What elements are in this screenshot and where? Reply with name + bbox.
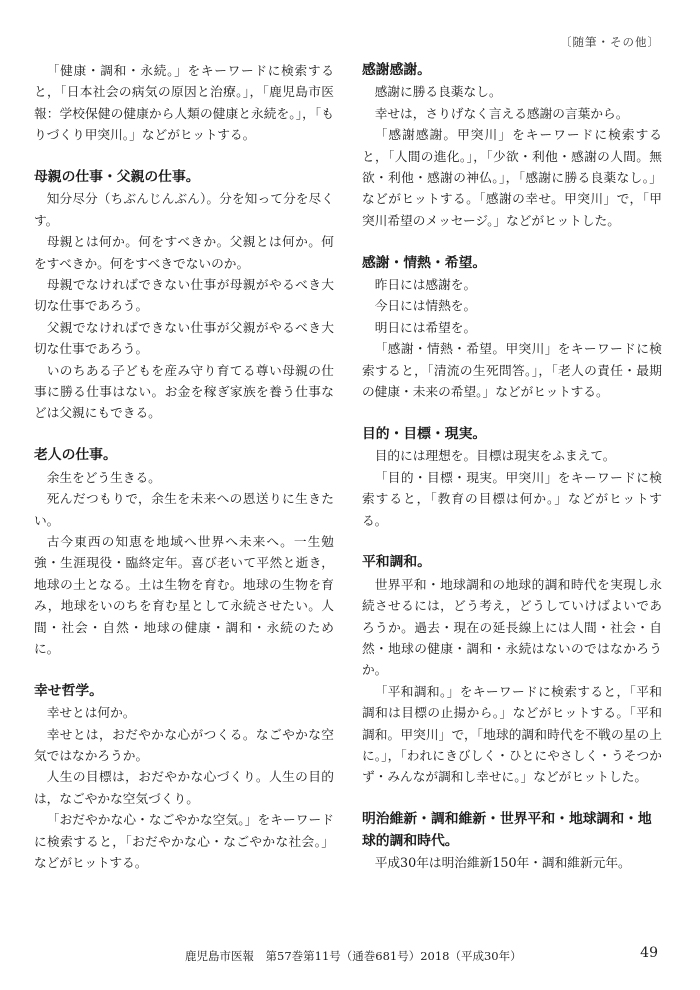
paragraph: 今日には情熱を。	[374, 298, 477, 314]
paragraph: いのちある子どもを産み守り育てる尊い母親の仕事に勝る仕事はない。お金を稼ぎ家族を養う仕事などは父親にもできる。	[34, 362, 334, 421]
paragraph: 余生をどう生きる。	[46, 469, 161, 485]
paragraph: 昨日には感謝を。	[374, 277, 477, 293]
section-heading-gratitude: 感謝感謝。	[362, 62, 431, 78]
paragraph: 目的には理想を。目標は現実をふまえて。	[374, 448, 616, 464]
section-heading-meiji-restoration: 明治維新・調和維新・世界平和・地球調和・地球的調和時代。	[362, 811, 652, 849]
paragraph: 「目的・目標・現実。甲突川」をキーワードに検索すると，「教育の目標は何か。」などがヒットする。	[362, 469, 662, 528]
paragraph: 「感謝感謝。甲突川」をキーワードに検索すると，「人間の進化。」，「少欲・利他・感謝の人間。無欲・利他・感謝の神仏。」，「感謝に勝る良薬なし。」などがヒットする。「感謝の幸せ。甲突川」で，「甲突川希望のメッセージ。」などがヒットした。	[362, 127, 662, 228]
page-number: 49	[640, 945, 658, 961]
section-heading-elderly: 老人の仕事。	[34, 447, 117, 464]
section-tag: 〔随筆・その他〕	[560, 35, 660, 49]
paragraph: 感謝に勝る良薬なし。	[374, 84, 502, 100]
paragraph: 死んだつもりで，余生を未来への恩送りに生きたい。	[34, 491, 334, 528]
paragraph: 古今東西の知恵を地域へ世界へ未来へ。一生勉強・生涯現役・臨終定年。喜び老いて平然と逝き，地球の土となる。土は生物を育む。地球の生物を育み，地球をいのちを育む星として永続させたい。人間・社会・自然・地球の健康・調和・永続のために。	[34, 533, 334, 656]
paragraph: 「おだやかな心・なごやかな空気。」をキーワードに検索すると，「おだやかな心・なごやかな社会。」などがヒットする。	[34, 812, 334, 870]
paragraph: 「感謝・情熱・希望。甲突川」をキーワードに検索すると，「清流の生死問答。」，「老人の責任・最期の健康・未来の希望。」などがヒットする。	[362, 341, 662, 400]
journal-info: 鹿児島市医報 第57巻第11号（通巻681号）2018（平成30年）	[185, 949, 522, 963]
section-heading-purpose: 目的・目標・現実。	[362, 425, 487, 442]
paragraph: 人生の目標は，おだやかな心づくり。人生の目的は，なごやかな空気づくり。	[34, 769, 334, 806]
paragraph: 明日には希望を。	[374, 319, 477, 335]
right-column	[362, 60, 662, 873]
paragraph: 母親とは何か。何をすべきか。父親とは何か。何をすべきか。何をすべきでないのか。	[34, 234, 334, 271]
paragraph: 「平和調和。」をキーワードに検索すると，「平和調和は目標の止揚から。」などがヒットする。「平和調和。甲突川」で，「地球的調和時代を不戦の星の上に。」，「われにきびしく・ひとにやさしく・うそつかず・みんなが調和し幸せに。」などがヒットした。	[362, 683, 662, 785]
intro-paragraph: 「健康・調和・永続。」をキーワードに検索すると，「日本社会の病気の原因と治療。」，「鹿児島市医報：学校保健の健康から人類の健康と永続を。」，「もりづくり甲突川。」などがヒットする。	[34, 63, 334, 143]
left-column	[34, 60, 334, 873]
section-heading-gratitude-passion-hope: 感謝・情熱・希望。	[362, 254, 487, 271]
section-heading-parents: 母親の仕事・父親の仕事。	[34, 169, 200, 186]
paragraph: 幸せは，さりげなく言える感謝の言葉から。	[374, 105, 629, 121]
paragraph: 知分尽分（ちぶんじんぶん）。分を知って分を尽くす。	[34, 191, 334, 228]
paragraph: 世界平和・地球調和の地球的調和時代を実現し永続させるには，どう考え，どうしていけばよいであろうか。過去・現在の延長線上には人間・社会・自然・地球の健康・調和・永続はないのではなかろうか。	[362, 576, 662, 678]
paragraph: 幸せとは何か。	[46, 705, 136, 721]
paragraph: 幸せとは，おだやかな心がつくる。なごやかな空気ではなかろうか。	[34, 726, 334, 763]
paragraph: 母親でなければできない仕事が母親がやるべき大切な仕事であろう。	[34, 277, 334, 314]
paragraph: 父親でなければできない仕事が父親がやるべき大切な仕事であろう。	[34, 319, 334, 357]
section-heading-happiness: 幸せ哲学。	[34, 682, 103, 699]
section-heading-peace-harmony: 平和調和。	[362, 554, 431, 571]
paragraph: 平成30年は明治維新150年・調和維新元年。	[374, 854, 631, 870]
